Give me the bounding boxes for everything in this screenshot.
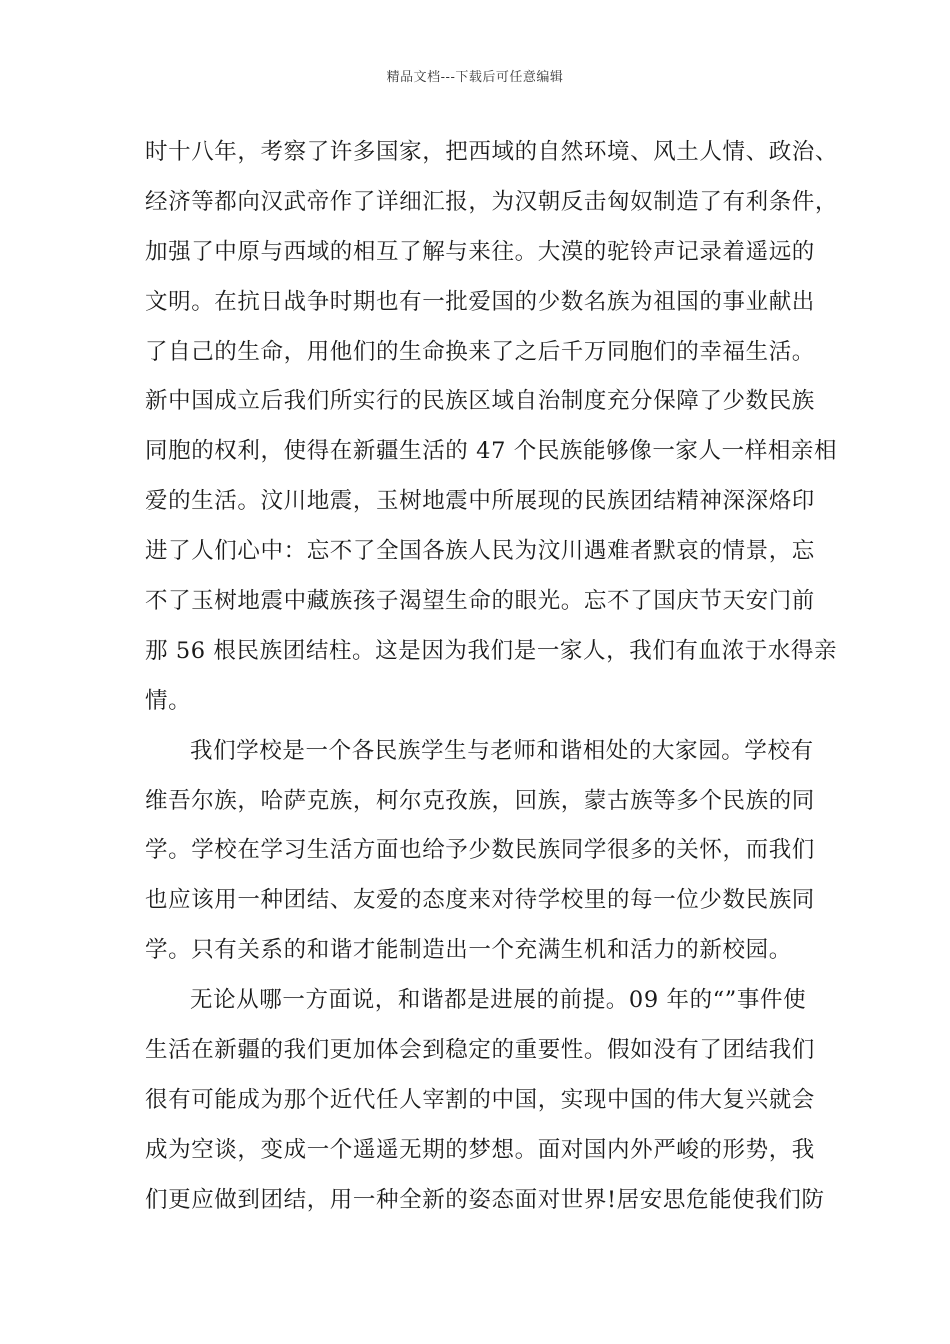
document-body bbox=[145, 128, 839, 1226]
text-line: 我们学校是一个各民族学生与老师和谐相处的大家园。学校有 bbox=[190, 737, 814, 764]
text-line: 了自己的生命，用他们的生命换来了之后千万同胞们的幸福生活。 bbox=[145, 338, 815, 365]
text-line: 进了人们心中：忘不了全国各族人民为汶川遇难者默哀的情景，忘 bbox=[145, 538, 815, 565]
paragraph-1 bbox=[145, 128, 839, 727]
paragraph-2 bbox=[145, 727, 815, 976]
text-line: 学。只有关系的和谐才能制造出一个充满生机和活力的新校园。 bbox=[145, 937, 792, 964]
text-line: 学。学校在学习生活方面也给予少数民族同学很多的关怀，而我们 bbox=[145, 837, 815, 864]
text-line: 们更应做到团结，用一种全新的姿态面对世界!居安思危能使我们防 bbox=[145, 1186, 825, 1213]
text-line: 经济等都向汉武帝作了详细汇报，为汉朝反击匈奴制造了有利条件， bbox=[145, 188, 839, 215]
paragraph-3 bbox=[145, 976, 825, 1225]
text-line: 新中国成立后我们所实行的民族区域自治制度充分保障了少数民族 bbox=[145, 388, 815, 415]
text-line: 不了玉树地震中藏族孩子渴望生命的眼光。忘不了国庆节天安门前 bbox=[145, 588, 815, 615]
text-line: 无论从哪一方面说，和谐都是进展的前提。09 年的“”事件使 bbox=[190, 987, 807, 1014]
text-line: 爱的生活。汶川地震，玉树地震中所展现的民族团结精神深深烙印 bbox=[145, 488, 815, 515]
text-line: 情。 bbox=[145, 687, 192, 714]
text-line: 那 56 根民族团结柱。这是因为我们是一家人，我们有血浓于水得亲 bbox=[145, 637, 838, 664]
text-line: 维吾尔族，哈萨克族，柯尔克孜族，回族，蒙古族等多个民族的同 bbox=[145, 787, 815, 814]
text-line: 成为空谈，变成一个遥遥无期的梦想。面对国内外严峻的形势，我 bbox=[145, 1136, 815, 1163]
text-line: 生活在新疆的我们更加体会到稳定的重要性。假如没有了团结我们 bbox=[145, 1037, 815, 1064]
page-header: 精品文档---下载后可任意编辑 bbox=[386, 70, 564, 85]
text-line: 很有可能成为那个近代任人宰割的中国，实现中国的伟大复兴就会 bbox=[145, 1086, 815, 1113]
text-line: 同胞的权利，使得在新疆生活的 47 个民族能够像一家人一样相亲相 bbox=[145, 438, 838, 465]
text-line: 时十八年，考察了许多国家，把西域的自然环境、风土人情、政治、 bbox=[145, 139, 839, 165]
text-line: 文明。在抗日战争时期也有一批爱国的少数名族为祖国的事业献出 bbox=[145, 288, 815, 315]
text-line: 加强了中原与西域的相互了解与来往。大漠的驼铃声记录着遥远的 bbox=[145, 238, 815, 265]
text-line: 也应该用一种团结、友爱的态度来对待学校里的每一位少数民族同 bbox=[145, 887, 815, 914]
